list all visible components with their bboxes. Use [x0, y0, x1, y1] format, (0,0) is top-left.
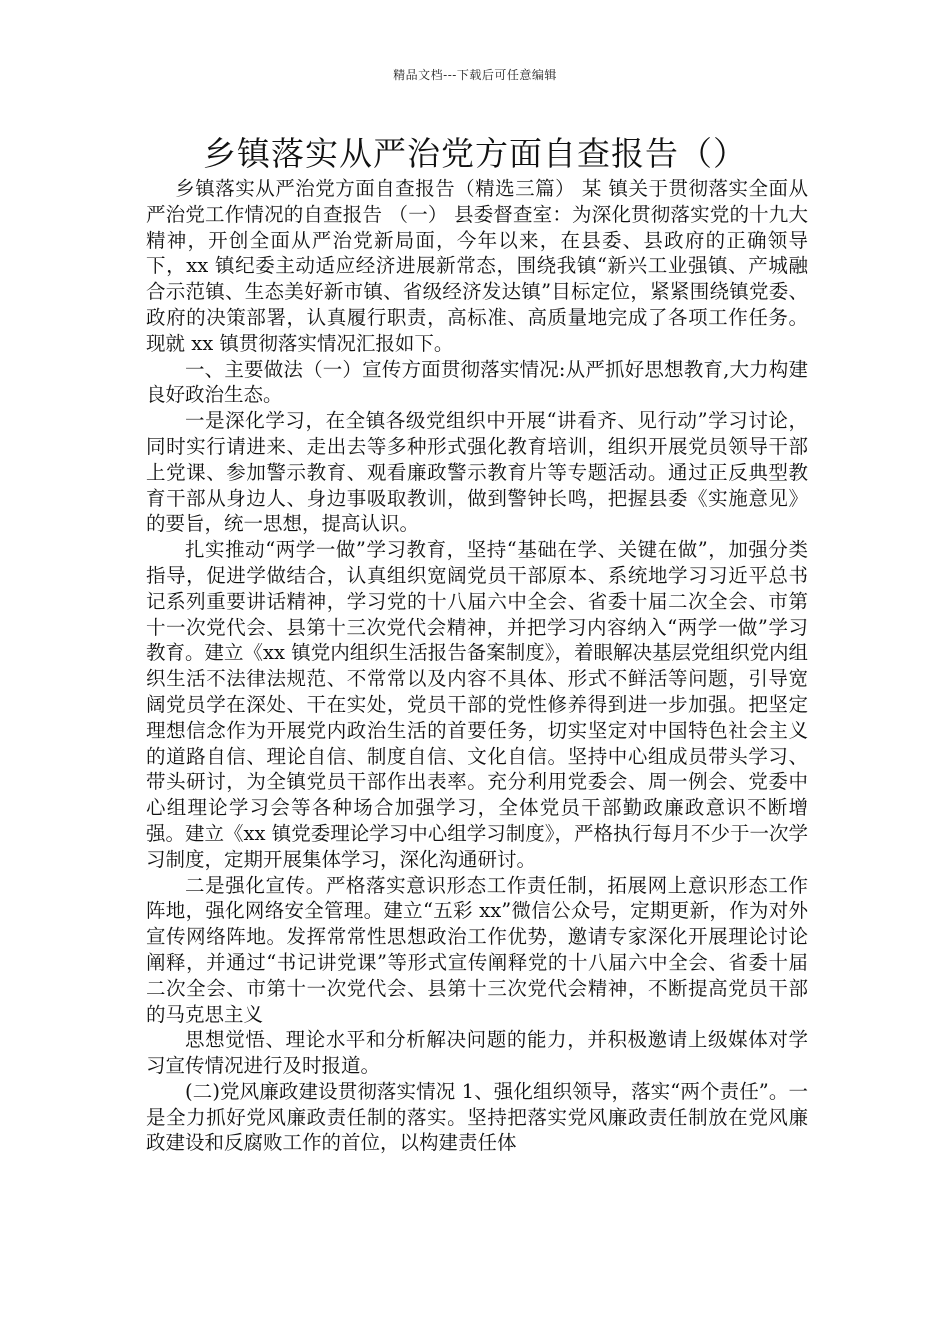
paragraph-intro: 乡镇落实从严治党方面自查报告（精选三篇） 某 镇关于贯彻落实全面从严治党工作情况的自查报告 （一） 县委督查室：为深化贯彻落实党的十九大精神，开创全面从严治党新局面，今年以来，在县委、县政府的正确领导下，xx 镇纪委主动适应经济进展新常态，围绕我镇“新兴工业强镇、产城融合示范镇、生态美好新市镇、省级经济发达镇”目标定位，紧紧围绕镇党委、政府的决策部署，认真履行职责，高标准、高质量地完成了各项工作任务。现就 xx 镇贯彻落实情况汇报如下。 [146, 177, 808, 355]
paragraph-deepen-study: 一是深化学习，在全镇各级党组织中开展“讲看齐、见行动”学习讨论，同时实行请进来、走出去等多种形式强化教育培训，组织开展党员领导干部上党课、参加警示教育、观看廉政警示教育片等专题活动。通过正反典型教育干部从身边人、身边事吸取教训，做到警钟长鸣，把握县委《实施意见》的要旨，统一思想，提高认识。 [146, 409, 808, 536]
paragraph-integrity-building: (二)党风廉政建设贯彻落实情况 1、强化组织领导，落实“两个责任”。一是全力抓好党风廉政责任制的落实。坚持把落实党风廉政责任制放在党风廉政建设和反腐败工作的首位，以构建责任体 [146, 1079, 808, 1155]
page-header-note: 精品文档---下载后可任意编辑 [393, 68, 557, 82]
paragraph-section-heading: 一、主要做法（一）宣传方面贯彻落实情况:从严抓好思想教育,大力构建良好政治生态。 [146, 357, 808, 407]
paragraph-two-studies: 扎实推动“两学一做”学习教育，坚持“基础在学、关键在做”，加强分类指导，促进学做结合，认真组织宽阔党员干部原本、系统地学习习近平总书记系列重要讲话精神，学习党的十八届六中全会、省委十届二次全会、市第十一次党代会、县第十三次党代会精神，并把学习内容纳入“两学一做”学习教育。建立《xx 镇党内组织生活报告备案制度》，着眼解决基层党组织党内组织生活不法律法规范、不常常以及内容不具体、形式不鲜活等问题，引导宽阔党员学在深处、干在实处，党员干部的党性修养得到进一步加强。把坚定理想信念作为开展党内政治生活的首要任务，切实坚定对中国特色社会主义的道路自信、理论自信、制度自信、文化自信。坚持中心组成员带头学习、带头研讨，为全镇党员干部作出表率。充分利用党委会、周一例会、党委中心组理论学习会等各种场合加强学习，全体党员干部勤政廉政意识不断增强。建立《xx 镇党委理论学习中心组学习制度》，严格执行每月不少于一次学习制度，定期开展集体学习，深化沟通研讨。 [146, 538, 808, 871]
document-body [146, 176, 808, 1156]
document-title: 乡镇落实从严治党方面自查报告（） [203, 134, 747, 173]
paragraph-ideology: 思想觉悟、理论水平和分析解决问题的能力，并积极邀请上级媒体对学习宣传情况进行及时报道。 [146, 1028, 808, 1078]
paragraph-strengthen-publicity: 二是强化宣传。严格落实意识形态工作责任制，拓展网上意识形态工作阵地，强化网络安全管理。建立“五彩 xx”微信公众号，定期更新，作为对外宣传网络阵地。发挥常常性思想政治工作优势，邀请专家深化开展理论讨论阐释，并通过“书记讲党课”等形式宣传阐释党的十八届六中全会、省委十届二次全会、市第十一次党代会、县第十三次党代会精神，不断提高党员干部的马克思主义 [146, 873, 808, 1026]
